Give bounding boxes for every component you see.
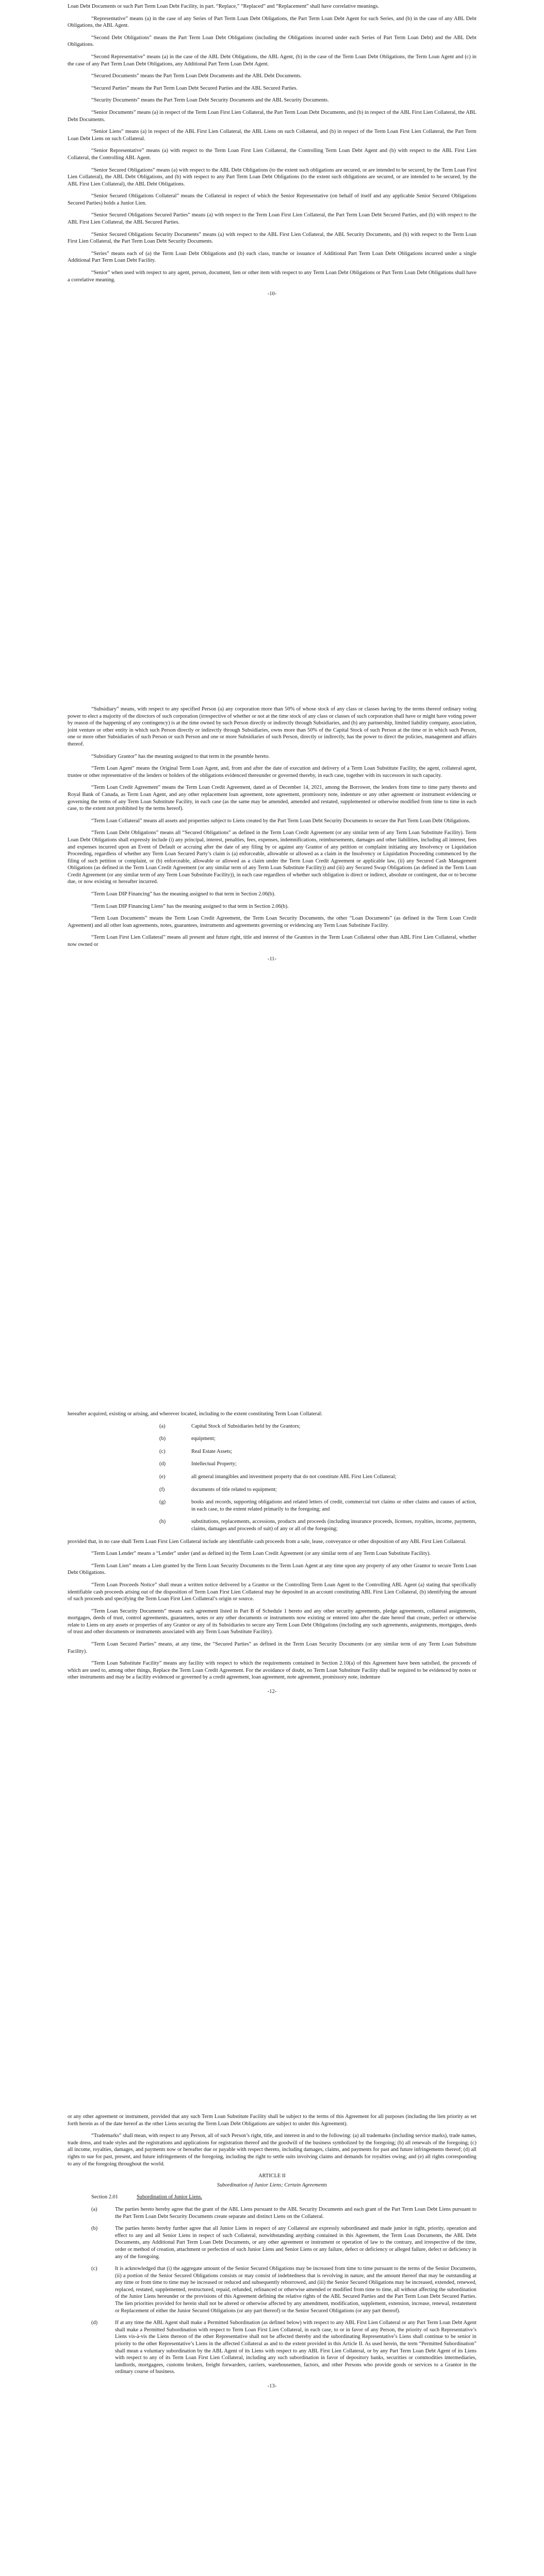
list-text: Intellectual Property; (191, 1461, 237, 1467)
list-label: (b) (159, 1436, 166, 1442)
paragraph: “Senior” when used with respect to any agent, person, document, lien or other item with respect to any Term Loan Debt Obligations or Part Term Loan Debt Obligations shall have a correlative meaning. (68, 270, 476, 283)
clause (68, 2265, 476, 2314)
list-item (68, 1473, 476, 1481)
page-10 (0, 3, 544, 298)
paragraph: “Term Loan Substitute Facility” means any facility with respect to which the requirements contained in Section 2.10(a) of this Agreement have been satisfied, the proceeds of which are used to, among other things, Replace the Term Loan Credit Agreement. For the avoidance of doubt, no Term Loan Substitute Facility shall be required to be evidenced by notes or other instruments and may be a facility evidenced or governed by a credit agreement, loan agreement, note agreement, promissory note, indenture (68, 1660, 476, 1681)
list-label: (d) (159, 1461, 166, 1467)
article-subtitle: Subordination of Junior Liens; Certain Agreements (217, 2182, 327, 2188)
list-item (68, 1461, 476, 1468)
clause (68, 2319, 476, 2376)
list-item (68, 1423, 476, 1430)
paragraph: “Senior Secured Obligations Secured Parties” means (a) with respect to the Term Loan First Lien Collateral, the Part Term Loan Debt Secured Parties, and (b) with respect to the ABL First Lien Collateral, the ABL Secured Parties. (68, 212, 476, 226)
paragraph: “Term Loan Credit Agreement” means the Term Loan Credit Agreement, dated as of December 14, 2021, among the Borrower, the lenders from time to time party thereto and Royal Bank of Canada, as Term Loan Agent, and any other replacement loan agreement, note agreement, promissory note, indenture or any other agreement or instrument evidencing or governing the terms of any Term Loan Substitute Facility, in each case (as the same may be amended, amended and restated, supplemented or otherwise modified from time to time in each case, to the extent not prohibited by the terms hereof). (68, 785, 476, 812)
page-number: -13- (267, 2383, 277, 2389)
page-11 (0, 706, 544, 962)
paragraph: “Term Loan Security Documents” means each agreement listed in Part B of Schedule 1 hereto and any other security agreements, pledge agreements, collateral assignments, mortgages, deeds of trust, control agreements, guarantees, notes or any other documents or instruments now existing or entered into after the date hereof that create, perfect or otherwise relate to Liens on any assets or properties of any Grantor or any of its Subsidiaries to secure any Term Loan Debt Obligations (including any such agreements, assignments, mortgages, deeds of trust and other documents or instruments associated with any Term Loan Substitute Facility). (68, 1608, 476, 1635)
clause-text: The parties hereto hereby further agree that all Junior Liens in respect of any Collateral are expressly subordinated and made junior in right, priority, operation and effect to any and all Senior Liens in respect of such Collateral, notwithstanding anything contained in this Agreement, the Term Loan Documents, the ABL Debt Documents, any Additional Part Term Loan Debt Documents, or any other agreement or instrument or operation of law to the contrary, and irrespective of the time, order or method of creation, attachment or perfection of such Junior Liens and Senior Liens or any failure, defect or deficiency or alleged failure, defect or deficiency in any of the foregoing. (115, 2226, 476, 2260)
paragraph: “Term Loan Collateral” means all assets and properties subject to Liens created by the Part Term Loan Debt Security Documents to secure the Part Term Loan Debt Obligations. (91, 818, 470, 824)
article-heading: ARTICLE II (258, 2173, 286, 2179)
paragraph: “Senior Representative” means (a) with respect to the Term Loan First Lien Collateral, the Controlling Term Loan Debt Agent and (b) with respect to the ABL First Lien Collateral, the Controlling ABL Agent. (68, 148, 476, 161)
paragraph: “Senior Secured Obligations Collateral” means the Collateral in respect of which the Senior Representative (on behalf of itself and any applicable Senior Secured Obligations Secured Parties) holds a Junior Lien. (68, 193, 476, 206)
list-text: substitutions, replacements, accessions, products and proceeds (including insurance proceeds, licenses, royalties, income, payments, claims, damages and proceeds of suit) of any or all of the foregoing; (191, 1519, 476, 1532)
paragraph: “Security Documents” means the Part Term Loan Debt Security Documents and the ABL Security Documents. (91, 97, 329, 104)
paragraph: hereafter acquired, existing or arising, and wherever located, including to the extent constituting Term Loan Collateral: (68, 1411, 323, 1417)
page-number: -12- (267, 1689, 277, 1695)
paragraph: “Series” means each of (a) the Term Loan Debt Obligations and (b) each class, tranche or issuance of Additional Part Term Loan Debt Obligations incurred under a single Additional Part Term Loan Debt Facility. (68, 250, 476, 264)
paragraph: “Term Loan Lien” means a Lien granted by the Term Loan Security Documents to the Term Loan Agent at any time upon any property of any other Grantor to secure Term Loan Debt Obligations. (68, 1563, 476, 1576)
paragraph: “Second Debt Obligations” means the Part Term Loan Debt Obligations (including the Obligations incurred under each Series of Part Term Loan Debt) and the ABL Debt Obligations. (68, 35, 476, 48)
clause-text: It is acknowledged that (i) the aggregate amount of the Senior Secured Obligations may be increased from time to time pursuant to the terms of the Senior Documents, (ii) a portion of the Senior Secured Obligations consists or may consist of indebtedness that is revolving in nature, and the amount thereof that may be outstanding at any time or from time to time may be increased or reduced and subsequently reborrowed, and (iii) the Senior Secured Obligations may be increased, extended, renewed, replaced, restated, supplemented, restructured, repaid, refunded, refinanced or otherwise amended or modified from time to time, all without affecting the subordination of the Junior Liens hereunder or the provisions of this Agreement defining the relative rights of the ABL Secured Parties and the Part Term Loan Debt Secured Parties. The lien priorities provided for herein shall not be altered or otherwise affected by any amendment, modification, supplement, extension, increase, renewal, restatement or Replacement of either the Junior Secured Obligations (or any part thereof) or the Senior Secured Obligations (or any part thereof). (115, 2266, 476, 2314)
list-item (68, 1518, 476, 1532)
paragraph: “Second Representative” means (a) in the case of the ABL Debt Obligations, the ABL Agent, (b) in the case of the Term Loan Debt Obligations, the Term Loan Agent and (c) in the case of any Part Term Loan Debt Obligations, any Additional Part Term Loan Debt Agent. (68, 54, 476, 67)
list-label: (e) (159, 1473, 166, 1480)
list-item (68, 1448, 476, 1455)
paragraph: “Subsidiary” means, with respect to any specified Person (a) any corporation more than 50% of whose stock of any class or classes having by the terms thereof ordinary voting power to elect a majority of the directors of such corporation (irrespective of whether or not at the time stock of any class or classes of such corporation shall have or might have voting power by reason of the happening of any contingency) is at the time owned by such Person directly or indirectly through Subsidiaries, and (b) any partnership, limited liability company, association, joint venture or other entity in which such Person directly or indirectly through Subsidiaries, owns more than 50% of the Capital Stock of such Person at the time or in which such Person, one or more other Subsidiaries of such Person or such Person and one or more Subsidiaries of such Person, directly or indirectly, has the power to direct the policies, management and affairs thereof. (68, 706, 476, 747)
paragraph: “Senior Secured Obligations Security Documents” means (a) with respect to the ABL First Lien Collateral, the ABL Security Documents, and (b) with respect to the Term Loan First Lien Collateral, the Part Term Loan Debt Security Documents. (68, 231, 476, 245)
paragraph: Loan Debt Documents or such Part Term Loan Debt Facility, in part. “Replace,” “Replaced” and “Replacement” shall have correlative meanings. (68, 4, 380, 9)
list-text: Capital Stock of Subsidiaries held by the Grantors; (191, 1423, 301, 1429)
page-12 (0, 1411, 544, 1696)
paragraph: “Trademarks” shall mean, with respect to any Person, all of such Person’s right, title, and interest in and to the following: (a) all trademarks (including service marks), trade names, trade dress, and trade styles and the registrations and applications for registration thereof and the goodwill of the business symbolized by the foregoing; (b) all renewals of the foregoing; (c) all income, royalties, damages, and payments now or hereafter due or payable with respect thereto, including damages, claims, and payments for past and future infringements thereof; (d) all rights to sue for past, present, and future infringements of the foregoing, including the right to settle suits involving claims and demands for royalties owing; and (e) all rights corresponding to any of the foregoing throughout the world. (68, 2133, 476, 2167)
paragraph: “Term Loan DIP Financing Liens” has the meaning assigned to that term in Section 2.06(b). (91, 903, 289, 909)
paragraph: or any other agreement or instrument, provided that any such Term Loan Substitute Facility shall be subject to the terms of this Agreement for all purposes (including the lien priority as set forth herein as of the date hereof as the other Liens securing the Term Loan Debt Obligations are subject to under this Agreement). (68, 2114, 476, 2127)
section-heading (91, 2194, 476, 2201)
paragraph: “Secured Parties” means the Part Term Loan Debt Secured Parties and the ABL Secured Parties. (91, 85, 298, 91)
list-text: equipment; (191, 1436, 216, 1442)
paragraph: “Term Loan First Lien Collateral” means all present and future right, title and interest of the Grantors in the Term Loan Collateral other than ABL First Lien Collateral, whether now owned or (68, 935, 476, 948)
list-text: books and records, supporting obligations and related letters of credit, commercial tort claims or other claims and causes of action, in each case, to the extent related primarily to the foregoing; and (191, 1499, 476, 1512)
paragraph: “Term Loan Secured Parties” means, at any time, the “Secured Parties” as defined in the Term Loan Security Documents (or any similar term of any Term Loan Substitute Facility). (68, 1641, 476, 1654)
paragraph: provided that, in no case shall Term Loan First Lien Collateral include any identifiable cash proceeds from a sale, lease, conveyance or other disposition of any ABL First Lien Collateral. (68, 1538, 467, 1545)
list-item (68, 1499, 476, 1513)
list-label: (a) (159, 1423, 166, 1429)
list-label: (f) (159, 1486, 165, 1493)
paragraph: “Term Loan DIP Financing” has the meaning assigned to that term in Section 2.06(b). (91, 891, 275, 897)
paragraph: “Secured Documents” means the Part Term Loan Debt Documents and the ABL Debt Documents. (91, 73, 302, 79)
list-text: Real Estate Assets; (191, 1448, 233, 1454)
clause (68, 2206, 476, 2220)
paragraph: “Term Loan Documents” means the Term Loan Credit Agreement, the Term Loan Security Documents, the other “Loan Documents” (as defined in the Term Loan Credit Agreement) and all other loan agreements, notes, guarantees, instruments and agreements governing or evidencing any Term Loan Substitute Facility. (68, 916, 476, 928)
clause-text: The parties hereto hereby agree that the grant of the ABL Liens pursuant to the ABL Security Documents and each grant of the Part Term Loan Debt Liens pursuant to the Part Term Loan Debt Security Documents create separate and distinct Liens on the Collateral. (115, 2206, 476, 2219)
paragraph: “Term Loan Lender” means a “Lender” under (and as defined in) the Term Loan Credit Agreement (or any similar term of any Term Loan Substitute Facility). (91, 1551, 431, 1557)
section-number: Section 2.01 (91, 2194, 118, 2200)
list-text: all general intangibles and investment property that do not constitute ABL First Lien Collateral; (191, 1473, 397, 1480)
paragraph: “Senior Documents” means (a) in respect of the Term Loan First Lien Collateral, the Part Term Loan Debt Documents, and (b) in respect of the ABL First Lien Collateral, the ABL Debt Documents. (68, 109, 476, 123)
page-number: -10- (267, 291, 277, 297)
list-item (68, 1435, 476, 1443)
paragraph: “Senior Secured Obligations” means (a) with respect to the ABL Debt Obligations (to the extent such obligations are secured, or are intended to be secured, by the Term Loan First Lien Collateral), the ABL Debt Obligations, and (b) with respect to any Part Term Loan Debt Obligations (to the extent such obligations are secured, or are intended to be secured, by the ABL First Lien Collateral), the ABL Debt Obligations. (68, 167, 476, 187)
list-item (68, 1486, 476, 1494)
list-label: (c) (159, 1448, 166, 1454)
clause (68, 2225, 476, 2260)
page-13 (0, 2113, 544, 2390)
list-text: documents of title related to equipment; (191, 1486, 277, 1493)
paragraph: “Term Loan Debt Obligations” means all “Secured Obligations” as defined in the Term Loan Credit Agreement (or any similar term of any Term Loan Substitute Facility). Term Loan Debt Obligations shall expressly include (i) any principal, interest, penalties, fees, expenses, indemnifications, reimbursements, damages and other liabilities, including all interest, fees and expenses incurred upon an Event of Default or accruing after the date of any filing by or against any Grantor of any petition or complaint initiating any Insolvency or Liquidation Proceeding, regardless of whether any Term Loan Secured Party’s claim is (a) enforceable, allowable or allowed as a claim in the Insolvency or Liquidation Proceeding commenced by the filing of such petition or complaint, or (b) enforceable, allowable or allowed as a claim under the Term Loan Credit Agreement or applicable law, (ii) any Secured Cash Management Obligations (as defined in the Term Loan Credit Agreement (or any similar term of any Term Loan Substitute Facility)) and (iii) any Secured Swap Obligations (as defined in the Term Loan Credit Agreement (or any similar term of any Term Loan Substitute Facility)), in each case regardless of whether such obligation is direct or indirect, absolute or contingent, due or to become due, or now existing or hereafter incurred. (68, 830, 476, 885)
page-number: -11- (268, 956, 276, 962)
clause-label: (b) (91, 2226, 98, 2232)
section-title: Subordination of Junior Liens. (137, 2194, 202, 2200)
paragraph: “Senior Liens” means (a) in respect of the ABL First Lien Collateral, the ABL Liens on such Collateral, and (b) in respect of the Term Loan First Lien Collateral, the Part Term Loan Debt Liens on such Collateral. (68, 129, 476, 142)
paragraph: “Term Loan Proceeds Notice” shall mean a written notice delivered by a Grantor or the Controlling Term Loan Agent to the Controlling ABL Agent (a) stating that specifically identifiable cash proceeds arising out of the disposition of Term Loan First Lien Collateral may be deposited in an account constituting ABL First Lien Collateral, (b) identifying the amount of such proceeds and specifying the Term Loan First Lien Collateral’s origin or source. (68, 1582, 476, 1602)
paragraph: “Subsidiary Grantor” has the meaning assigned to that term in the preamble hereto. (91, 753, 270, 759)
clause-label: (d) (91, 2320, 98, 2326)
paragraph: “Representative” means (a) in the case of any Series of Part Term Loan Debt Obligations, the Part Term Loan Debt Agent for such Series, and (b) in the case of any ABL Debt Obligations, the ABL Agent. (68, 15, 476, 29)
clause-label: (c) (91, 2266, 97, 2272)
clause-label: (a) (91, 2206, 97, 2212)
list-label: (h) (159, 1519, 166, 1525)
paragraph: “Term Loan Agent” means the Original Term Loan Agent, and, from and after the date of execution and delivery of a Term Loan Substitute Facility, the agent, collateral agent, trustee or other representative of the lenders or holders of the obligations evidenced thereunder or governed thereby, in each case, together with its successors in such capacity. (68, 766, 476, 778)
clause-text: If at any time the ABL Agent shall make a Permitted Subordination (as defined below) with respect to any ABL First Lien Collateral or any Part Term Loan Debt Agent shall make a Permitted Subordination with respect to Term Loan First Lien Collateral, in each case, to or in favor of any Person, the priority of such Representative’s Liens vis-à-vis the Liens thereon of the other Representative shall not be affected thereby and the subordinating Representative’s Liens shall continue to be senior in priority to the other Representative’s Liens in the affected Collateral as and to the extent provided in this Article II. As used herein, the term “Permitted Subordination” shall mean a voluntary subordination by the ABL Agent of its Liens with respect to any ABL First Lien Collateral, or by any Part Term Loan Debt Agent of its Liens with respect to any of its Term Loan First Lien Collateral, including any such subordination in favor of depository banks, securities or commodities intermediaries, landlords, mortgagees, customs brokers, freight forwarders, carriers, warehousemen, factors, and other Persons who provide goods or services to a Grantor in the ordinary course of business. (115, 2320, 476, 2375)
list-label: (g) (159, 1499, 166, 1505)
